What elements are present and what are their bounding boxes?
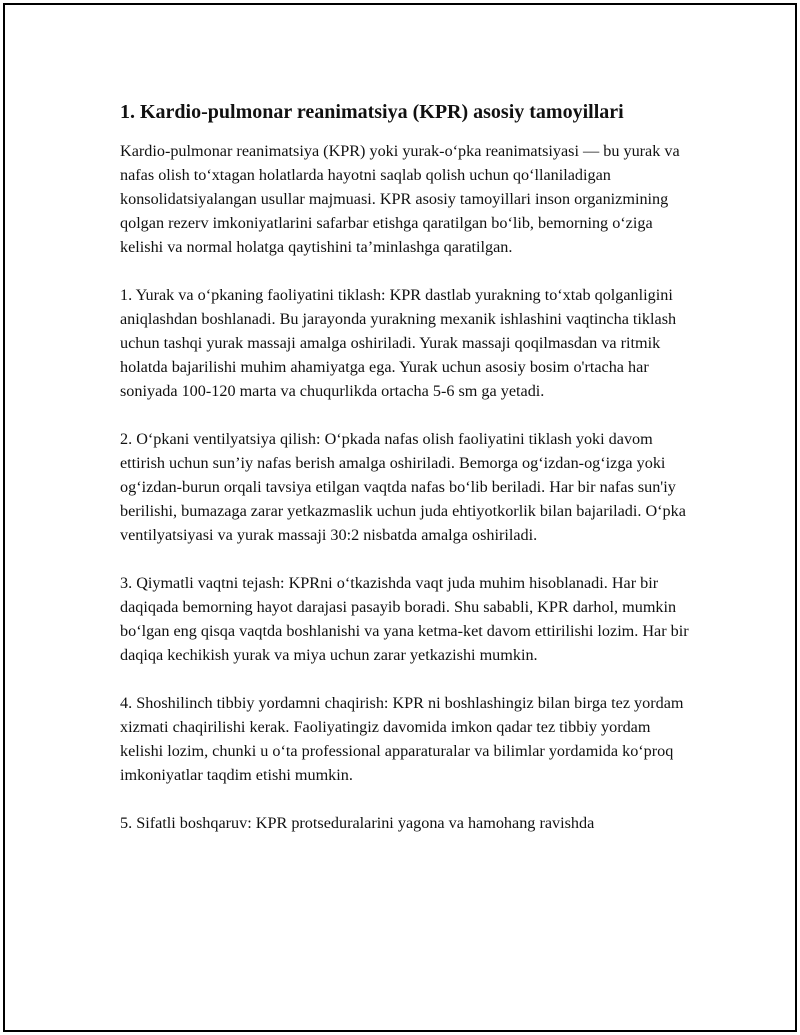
document-page bbox=[3, 3, 797, 1032]
document-body bbox=[120, 99, 695, 859]
principle-paragraph-4: 4. Shoshilinch tibbiy yordamni chaqirish: KPR ni boshlashingiz bilan birga tez yordam xizmati chaqirilishi kerak. Faoliyatingiz davomida imkon qadar tez tibbiy yordam kelishi lozim, chunki u o‘ta professional apparaturalar va bilimlar yordamida ko‘proq imkoniyatlar taqdim etishi mumkin. bbox=[120, 694, 684, 784]
principle-paragraph-1: 1. Yurak va o‘pkaning faoliyatini tiklash: KPR dastlab yurakning to‘xtab qolganligini aniqlashdan boshlanadi. Bu jarayonda yurakning mexanik ishlashini vaqtincha tiklash uchun tashqi yurak massaji amalga oshiriladi. Yurak massaji qoqilmasdan va ritmik holatda bajarilishi muhim ahamiyatga ega. Yurak uchun asosiy bosim o'rtacha har soniyada 100-120 marta va chuqurlikda ortacha 5-6 sm ga yetadi. bbox=[120, 286, 677, 400]
intro-paragraph: Kardio-pulmonar reanimatsiya (KPR) yoki yurak-o‘pka reanimatsiyasi — bu yurak va nafas olish to‘xtagan holatlarda hayotni saqlab qolish uchun qo‘llaniladigan konsolidatsiyalangan usullar majmuasi. KPR asosiy tamoyillari inson organizmining qolgan rezerv imkoniyatlarini safarbar etishga qaratilgan bo‘lib, bemorning o‘ziga kelishi va normal holatga qaytishini ta’minlashga qaratilgan. bbox=[120, 142, 680, 256]
principle-paragraph-3: 3. Qiymatli vaqtni tejash: KPRni o‘tkazishda vaqt juda muhim hisoblanadi. Har bir daqiqada bemorning hayot darajasi pasayib boradi. Shu sababli, KPR darhol, mumkin bo‘lgan eng qisqa vaqtda boshlanishi va yana ketma-ket davom ettirilishi lozim. Har bir daqiqa kechikish yurak va miya uchun zarar yetkazishi mumkin. bbox=[120, 574, 689, 664]
principle-paragraph-2: 2. O‘pkani ventilyatsiya qilish: O‘pkada nafas olish faoliyatini tiklash yoki davom ettirish uchun sun’iy nafas berish amalga oshiriladi. Bemorga og‘izdan-og‘izga yoki og‘izdan-burun orqali tavsiya etilgan vaqtda nafas bo‘lib beriladi. Har bir nafas sun'iy berilishi, bumazaga zarar yetkazmaslik uchun juda ehtiyotkorlik bilan bajariladi. O‘pka ventilyatsiyasi va yurak massaji 30:2 nisbatda amalga oshiriladi. bbox=[120, 430, 686, 544]
section-heading: 1. Kardio-pulmonar reanimatsiya (KPR) asosiy tamoyillari bbox=[120, 101, 624, 123]
principle-paragraph-5: 5. Sifatli boshqaruv: KPR protseduralarini yagona va hamohang ravishda bbox=[120, 814, 595, 832]
